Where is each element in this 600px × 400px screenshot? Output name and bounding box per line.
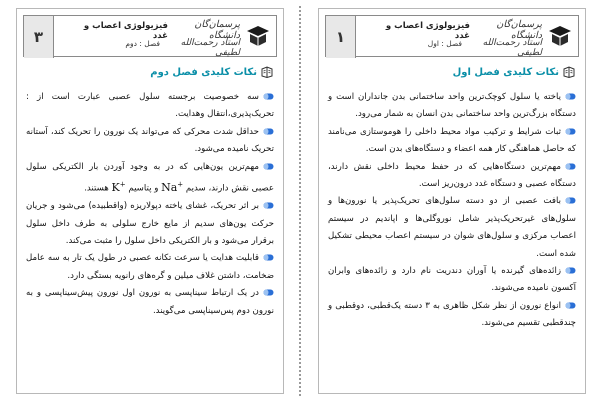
list-item: [26, 285, 274, 320]
list-item-text: بر اثر تحریک، غشای یاخته دپولاریزه (واقطبیده) می‌شود و جریان حرکت یون‌های سدیم از مایع خارج سلولی به طرف داخل سلول برقرار می‌شود و بار الکتریکی داخل سلول را مثبت می‌کند.: [26, 201, 274, 246]
page-header: [23, 15, 277, 57]
book-logo-icon: [244, 22, 272, 50]
series-name: پرسمان‌گان دانشگاه: [194, 19, 240, 41]
page-1: [318, 8, 586, 394]
pill-bullet-icon: [263, 202, 274, 209]
list-item: [328, 263, 576, 298]
pill-bullet-icon: [565, 197, 576, 204]
potassium-ion: K+: [111, 180, 126, 194]
list-item: [328, 298, 576, 333]
pill-bullet-icon: [263, 163, 274, 170]
section-title-text: نکات کلیدی فصل اول: [452, 66, 559, 78]
list-item: [328, 159, 576, 194]
section-title: [33, 66, 273, 78]
pill-bullet-icon: [565, 93, 576, 100]
list-item-text: حداقل شدت محرکی که می‌تواند یک نورون را تحریک کند، آستانه تحریک نامیده می‌شود.: [26, 126, 274, 155]
list-item-text: یاخته یا سلول کوچک‌ترین واحد ساختمانی بدن جانداران است و دستگاه بزرگ‌ترین واحد ساختمانی بدن انسان به شمار می‌رود.: [328, 92, 576, 120]
pill-bullet-icon: [565, 302, 576, 309]
list-item: [26, 159, 274, 198]
chapter-label: فصل : اول: [427, 39, 462, 48]
page-divider: [299, 6, 301, 396]
list-item: [26, 89, 274, 124]
list-item-text: و پتاسیم: [125, 183, 162, 194]
list-item-text: ثبات شرایط و ترکیب مواد محیط داخلی را هوموستازی می‌نامند که حاصل هماهنگی کار همه اعضاء و دستگاه‌های بدن است.: [328, 126, 576, 155]
list-item-text: زائده‌های گیرنده یا آوران دندریت نام دارد و زائده‌های وابران آکسون نامیده می‌شوند.: [328, 266, 576, 294]
notes-list: [26, 89, 274, 320]
pill-bullet-icon: [263, 254, 274, 261]
author-name: استاد رحمت‌الله لطیفی: [482, 38, 542, 58]
page-number: ۳: [24, 16, 54, 58]
page-header: [325, 15, 579, 57]
sodium-ion: Na+: [161, 180, 184, 194]
pill-bullet-icon: [263, 128, 274, 135]
book-icon: [261, 66, 273, 78]
subject-name: فیزیولوژی اعصاب و غدد: [385, 21, 470, 41]
list-item: [26, 198, 274, 250]
list-item-text: قابلیت هدایت یا سرعت تکانه عصبی در طول یک تار به سه عامل ضخامت، داشتن غلاف میلین و گره‌های رانویه بستگی دارد.: [26, 253, 274, 281]
chapter-label: فصل : دوم: [125, 39, 160, 48]
notes-list: [328, 89, 576, 333]
list-item-text: سه خصوصیت برجسته سلول عصبی عبارت است از : تحریک‌پذیری،انتقال وهدایت.: [26, 92, 274, 120]
book-logo-icon: [546, 22, 574, 50]
author-name: استاد رحمت‌الله لطیفی: [180, 38, 240, 58]
series-name: پرسمان‌گان دانشگاه: [496, 19, 542, 41]
subject-name: فیزیولوژی اعصاب و غدد: [83, 21, 168, 41]
list-item-text: انواع نورون از نظر شکل ظاهری به ۳ دسته یک‌قطبی، دوقطبی و چندقطبی تقسیم می‌شوند.: [328, 300, 576, 329]
pill-bullet-icon: [565, 128, 576, 135]
list-item-text: مهم‌ترین دستگاه‌هایی که در حفظ محیط داخلی نقش دارند، دستگاه عصبی و دستگاه غدد درون‌ریز است.: [328, 161, 576, 190]
list-item: [328, 124, 576, 159]
pill-bullet-icon: [263, 93, 274, 100]
list-item-text: بافت عصبی از دو دسته سلول‌های تحریک‌پذیر یا نورون‌ها و سلول‌های غیرتحریک‌پذیر شامل نوروگلی‌ها و اپاندیم در سیستم اعصاب مرکزی و سلول‌های شوان در سیستم اعصاب محیطی تشکیل شده است.: [328, 196, 576, 259]
list-item-text: در یک ارتباط سیناپسی به نورون اول نورون پیش‌سیناپسی و به نورون دوم پس‌سیناپسی می‌گویند.: [26, 288, 274, 316]
pill-bullet-icon: [565, 163, 576, 170]
list-item: [328, 89, 576, 124]
section-title: [335, 66, 575, 78]
list-item-text: مهم‌ترین یون‌هایی که در به وجود آوردن بار الکتریکی سلول عصبی نقش دارند، سدیم: [26, 161, 274, 194]
list-item-text: هستند.: [84, 183, 112, 194]
book-icon: [563, 66, 575, 78]
section-title-text: نکات کلیدی فصل دوم: [150, 66, 257, 78]
page-number: ۱: [326, 16, 356, 58]
pill-bullet-icon: [565, 267, 576, 274]
pill-bullet-icon: [263, 289, 274, 296]
list-item: [26, 124, 274, 159]
list-item: [26, 250, 274, 285]
list-item: [328, 193, 576, 263]
page-3: [16, 8, 284, 394]
